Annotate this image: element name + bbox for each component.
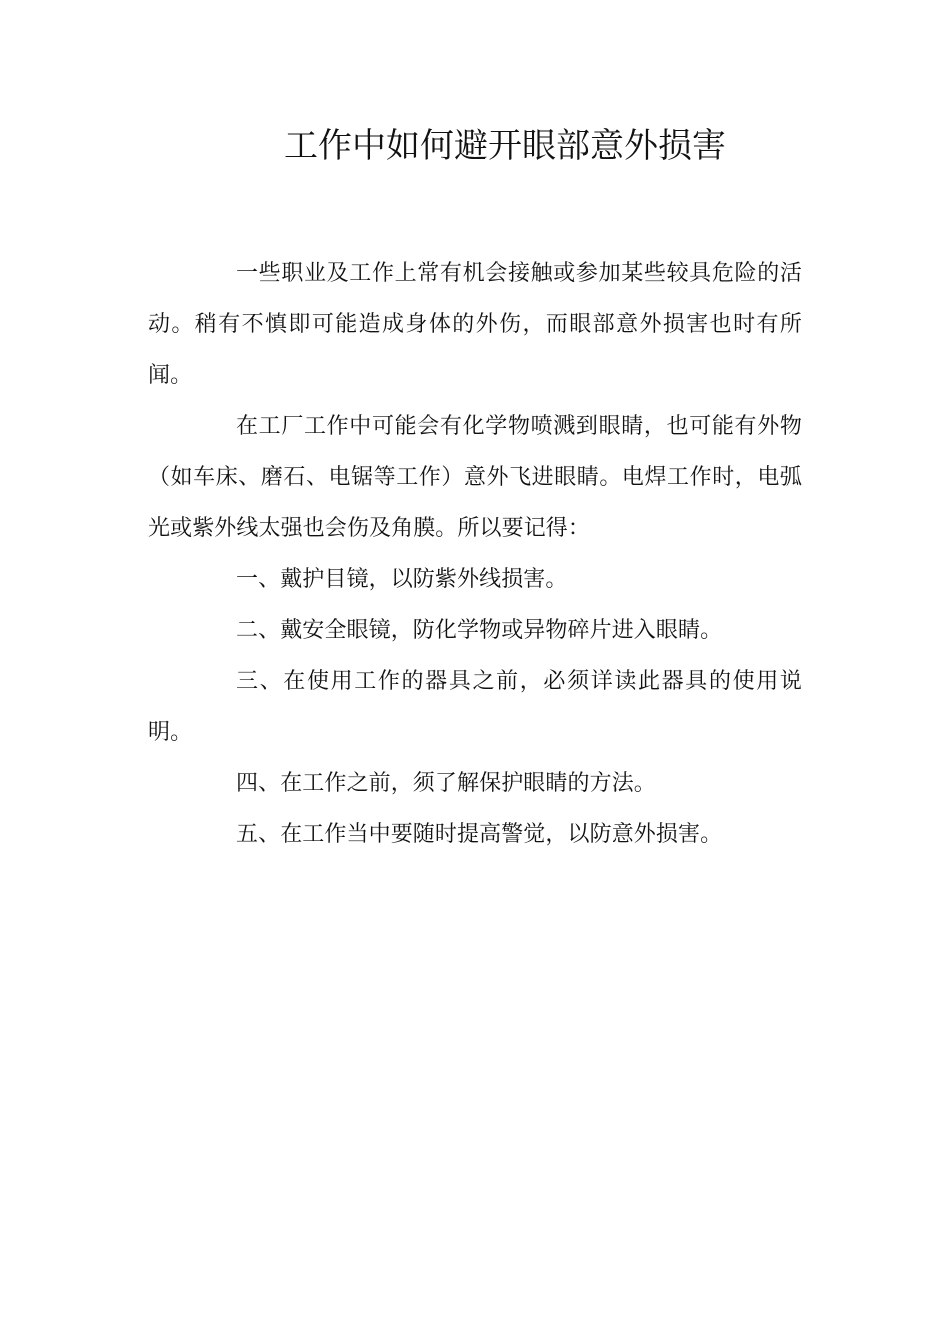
- list-item-protection-methods: 四、在工作之前，须了解保护眼睛的方法。: [236, 771, 656, 796]
- paragraph-factory-hazards: 在工厂工作中可能会有化学物喷溅到眼睛，也可能有外物（如车床、磨石、电锯等工作）意外飞进眼睛。电焊工作时，电弧光或紫外线太强也会伤及角膜。所以要记得：: [148, 414, 802, 541]
- list-item-safety-glasses: 二、戴安全眼镜，防化学物或异物碎片进入眼睛。: [236, 618, 723, 643]
- document-body: [148, 248, 802, 860]
- list-item-stay-alert: 五、在工作当中要随时提高警觉，以防意外损害。: [236, 822, 723, 847]
- document-title: 工作中如何避开眼部意外损害: [284, 126, 726, 166]
- list-item-goggles: 一、戴护目镜，以防紫外线损害。: [236, 567, 568, 592]
- list-item-read-instructions: 三、在使用工作的器具之前，必须详读此器具的使用说明。: [148, 669, 802, 745]
- paragraph-intro: 一些职业及工作上常有机会接触或参加某些较具危险的活动。稍有不慎即可能造成身体的外伤，而眼部意外损害也时有所闻。: [148, 261, 802, 388]
